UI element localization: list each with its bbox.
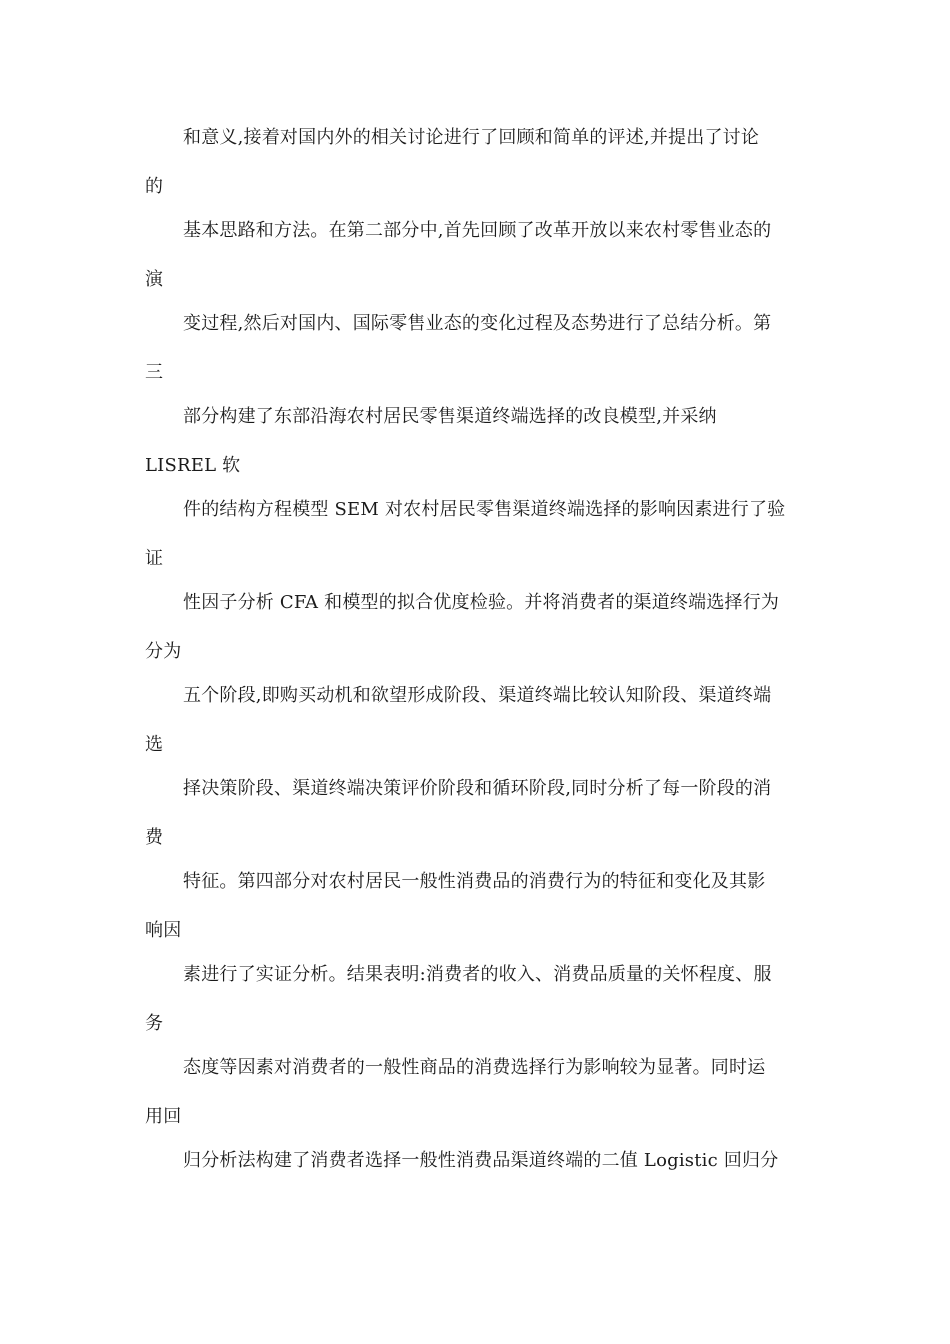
text-line: 务: [145, 1013, 164, 1034]
text-line: 性因子分析 CFA 和模型的拟合优度检验。并将消费者的渠道终端选择行为: [183, 592, 780, 613]
text-line: 件的结构方程模型 SEM 对农村居民零售渠道终端选择的影响因素进行了验: [183, 499, 786, 520]
text-line: 的: [145, 176, 164, 197]
text-line: 五个阶段,即购买动机和欲望形成阶段、渠道终端比较认知阶段、渠道终端: [183, 685, 772, 706]
text-line: 归分析法构建了消费者选择一般性消费品渠道终端的二值 Logistic 回归分: [183, 1150, 779, 1171]
text-line: 素进行了实证分析。结果表明:消费者的收入、消费品质量的关怀程度、服: [183, 964, 772, 985]
text-line: 分为: [145, 641, 182, 662]
text-line: 特征。第四部分对农村居民一般性消费品的消费行为的特征和变化及其影: [183, 871, 766, 892]
text-line: 三: [145, 362, 164, 383]
text-line: 部分构建了东部沿海农村居民零售渠道终端选择的改良模型,并采纳: [183, 406, 717, 427]
text-line: 态度等因素对消费者的一般性商品的消费选择行为影响较为显著。同时运: [183, 1057, 766, 1078]
text-line: 择决策阶段、渠道终端决策评价阶段和循环阶段,同时分析了每一阶段的消: [183, 778, 772, 799]
text-line: 变过程,然后对国内、国际零售业态的变化过程及态势进行了总结分析。第: [183, 313, 772, 334]
text-line: 基本思路和方法。在第二部分中,首先回顾了改革开放以来农村零售业态的: [183, 220, 772, 241]
text-line: 演: [145, 269, 164, 290]
text-line: 和意义,接着对国内外的相关讨论进行了回顾和简单的评述,并提出了讨论: [183, 127, 760, 148]
text-line: 选: [145, 734, 164, 755]
text-line: 用回: [145, 1106, 182, 1127]
text-line: 证: [145, 548, 164, 569]
text-line: LISREL 软: [145, 455, 241, 476]
text-line: 响因: [145, 920, 182, 941]
text-line: 费: [145, 827, 164, 848]
